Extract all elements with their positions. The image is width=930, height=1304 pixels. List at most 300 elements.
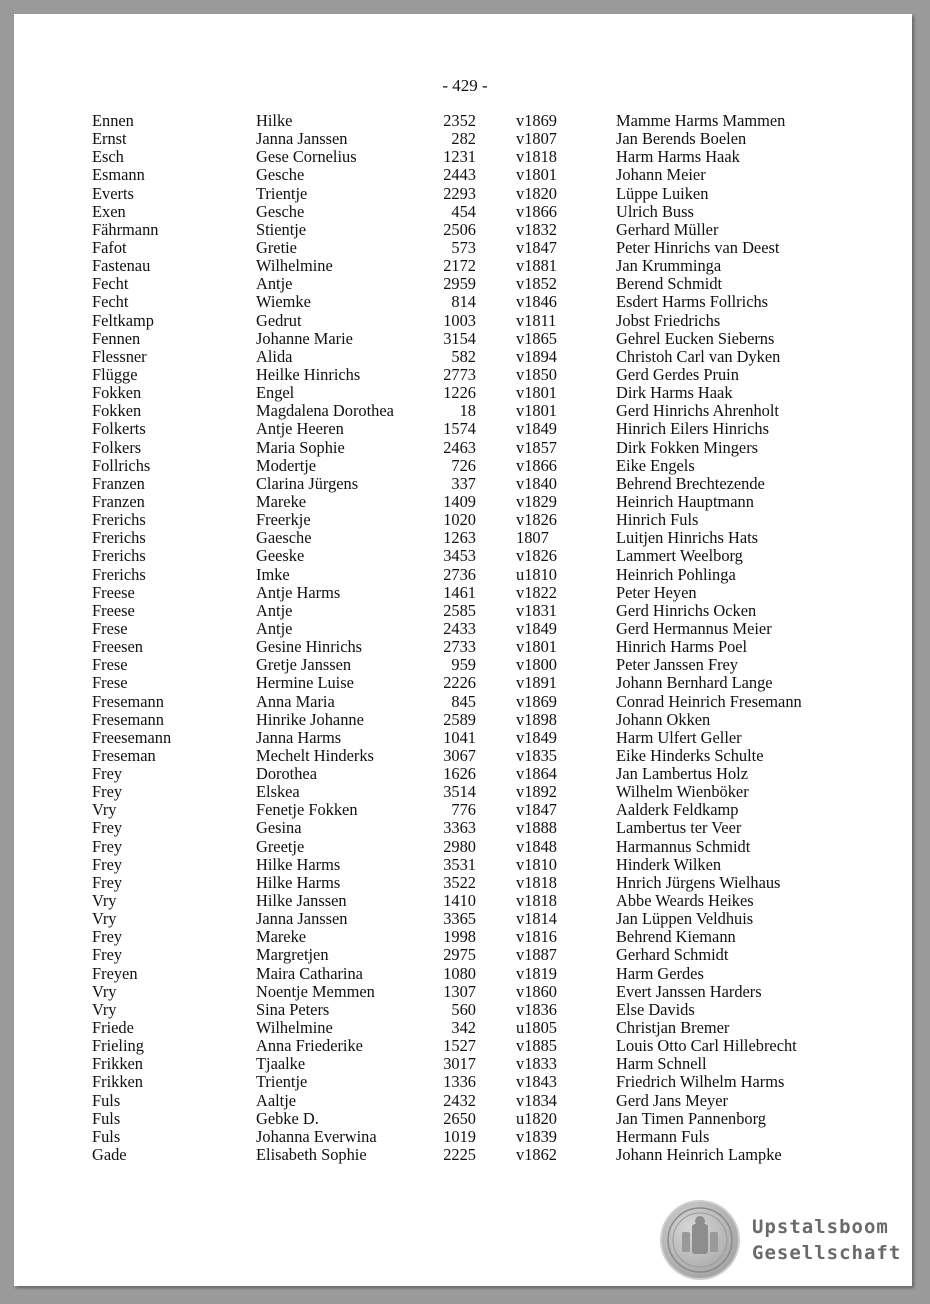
table-row — [0, 638, 930, 656]
given-name: Maira Catharina — [256, 963, 363, 983]
table-row — [0, 439, 930, 457]
given-name: Modertje — [256, 455, 317, 475]
given-name: Hinrike Johanne — [256, 709, 364, 729]
given-name: Imke — [256, 564, 290, 584]
date: v1881 — [516, 256, 557, 276]
given-name: Heilke Hinrichs — [256, 364, 361, 384]
spouse-name: Hinrich Fuls — [616, 510, 699, 530]
table-row — [0, 420, 930, 438]
date: v1801 — [516, 165, 557, 185]
record-number: 1626 — [443, 764, 476, 784]
date: u1810 — [516, 564, 557, 584]
given-name: Hilke Harms — [256, 854, 341, 874]
given-name: Janna Janssen — [256, 129, 348, 149]
surname: Frikken — [92, 1054, 143, 1074]
record-number: 282 — [451, 129, 476, 149]
record-number: 3453 — [443, 546, 476, 566]
surname: Fecht — [92, 274, 129, 294]
surname: Friede — [92, 1018, 134, 1038]
spouse-name: Hnrich Jürgens Wielhaus — [616, 872, 781, 892]
date: v1801 — [516, 383, 557, 403]
date: v1848 — [516, 836, 557, 856]
logo-text-line2: Gesellschaft — [752, 1242, 902, 1264]
record-number: 2736 — [443, 564, 476, 584]
spouse-name: Lüppe Luiken — [616, 183, 709, 203]
spouse-name: Friedrich Wilhelm Harms — [616, 1072, 785, 1092]
table-row — [0, 402, 930, 420]
date: v1826 — [516, 546, 557, 566]
table-row — [0, 203, 930, 221]
spouse-name: Lambertus ter Veer — [616, 818, 742, 838]
table-row — [0, 1073, 930, 1091]
date: v1869 — [516, 111, 557, 130]
record-number: 2226 — [443, 673, 476, 693]
given-name: Gebke D. — [256, 1108, 319, 1128]
date: u1820 — [516, 1108, 557, 1128]
spouse-name: Harm Harms Haak — [616, 147, 740, 167]
record-number: 1461 — [443, 582, 476, 602]
date: v1819 — [516, 963, 557, 983]
table-row — [0, 620, 930, 638]
given-name: Janna Harms — [256, 727, 342, 747]
record-number: 776 — [451, 800, 476, 820]
table-row — [0, 801, 930, 819]
spouse-name: Jan Lambertus Holz — [616, 764, 748, 784]
given-name: Freerkje — [256, 510, 311, 530]
table-row — [0, 1092, 930, 1110]
date: v1810 — [516, 854, 557, 874]
table-row — [0, 257, 930, 275]
surname: Frey — [92, 818, 123, 838]
table-row — [0, 130, 930, 148]
table-row — [0, 892, 930, 910]
given-name: Gesche — [256, 165, 305, 185]
record-number: 573 — [451, 237, 476, 257]
spouse-name: Hinrich Eilers Hinrichs — [616, 419, 769, 439]
surname: Freesen — [92, 637, 143, 657]
surname: Frey — [92, 836, 123, 856]
spouse-name: Johann Okken — [616, 709, 711, 729]
record-number: 845 — [451, 691, 476, 711]
surname: Fokken — [92, 383, 142, 403]
surname: Freseman — [92, 745, 156, 765]
spouse-name: Heinrich Pohlinga — [616, 564, 736, 584]
table-row — [0, 874, 930, 892]
table-row — [0, 185, 930, 203]
surname: Fresemann — [92, 691, 164, 711]
spouse-name: Johann Meier — [616, 165, 706, 185]
given-name: Wilhelmine — [256, 1018, 333, 1038]
spouse-name: Ulrich Buss — [616, 201, 694, 221]
surname: Freesemann — [92, 727, 172, 747]
spouse-name: Eike Hinderks Schulte — [616, 745, 764, 765]
date: v1834 — [516, 1090, 557, 1110]
record-number: 3017 — [443, 1054, 476, 1074]
surname: Frey — [92, 854, 123, 874]
table-row — [0, 312, 930, 330]
record-number: 2463 — [443, 437, 476, 457]
table-row — [0, 965, 930, 983]
given-name: Hermine Luise — [256, 673, 354, 693]
date: v1860 — [516, 981, 557, 1001]
given-name: Anna Friederike — [256, 1036, 363, 1056]
table-row — [0, 493, 930, 511]
record-number: 2352 — [443, 111, 476, 130]
surname: Fuls — [92, 1126, 121, 1146]
page-number: - 429 - — [442, 76, 488, 95]
spouse-name: Dirk Fokken Mingers — [616, 437, 759, 457]
record-number: 2172 — [443, 256, 476, 276]
table-row — [0, 584, 930, 602]
surname: Fokken — [92, 401, 142, 421]
given-name: Geeske — [256, 546, 305, 566]
spouse-name: Dirk Harms Haak — [616, 383, 733, 403]
table-row — [0, 729, 930, 747]
record-number: 3365 — [443, 909, 476, 929]
surname: Exen — [92, 201, 126, 221]
table-row — [0, 783, 930, 801]
spouse-name: Wilhelm Wienböker — [616, 782, 749, 802]
date: v1843 — [516, 1072, 557, 1092]
record-number: 3154 — [443, 328, 476, 348]
table-row — [0, 1001, 930, 1019]
date: v1891 — [516, 673, 557, 693]
date: 1807 — [516, 528, 549, 548]
given-name: Trientje — [256, 1072, 308, 1092]
record-number: 726 — [451, 455, 476, 475]
given-name: Mechelt Hinderks — [256, 745, 374, 765]
record-number: 1003 — [443, 310, 476, 330]
date: v1894 — [516, 346, 557, 366]
surname: Feltkamp — [92, 310, 154, 330]
record-number: 1041 — [443, 727, 476, 747]
given-name: Elisabeth Sophie — [256, 1145, 367, 1165]
record-number: 1020 — [443, 510, 476, 530]
table-row — [0, 1019, 930, 1037]
table-row — [0, 475, 930, 493]
given-name: Hilke Harms — [256, 872, 341, 892]
record-number: 2733 — [443, 637, 476, 657]
surname: Fafot — [92, 237, 127, 257]
date: v1847 — [516, 800, 557, 820]
date: v1865 — [516, 328, 557, 348]
surname: Folkerts — [92, 419, 146, 439]
spouse-name: Christoh Carl van Dyken — [616, 346, 781, 366]
given-name: Antje — [256, 274, 293, 294]
surname: Franzen — [92, 473, 145, 493]
spouse-name: Peter Janssen Frey — [616, 655, 738, 675]
given-name: Gretje Janssen — [256, 655, 352, 675]
given-name: Engel — [256, 383, 295, 403]
record-number: 2959 — [443, 274, 476, 294]
table-row — [0, 819, 930, 837]
spouse-name: Lammert Weelborg — [616, 546, 743, 566]
table-row — [0, 293, 930, 311]
record-number: 560 — [451, 999, 476, 1019]
given-name: Wilhelmine — [256, 256, 333, 276]
given-name: Maria Sophie — [256, 437, 345, 457]
table-row — [0, 711, 930, 729]
record-number: 582 — [451, 346, 476, 366]
given-name: Trientje — [256, 183, 308, 203]
spouse-name: Gerd Hinrichs Ocken — [616, 600, 757, 620]
table-row — [0, 1037, 930, 1055]
logo-text-line1: Upstalsboom — [752, 1216, 889, 1238]
given-name: Antje — [256, 618, 293, 638]
spouse-name: Abbe Weards Heikes — [616, 891, 754, 911]
date: v1862 — [516, 1145, 557, 1165]
surname: Everts — [92, 183, 134, 203]
spouse-name: Hinderk Wilken — [616, 854, 722, 874]
table-row — [0, 348, 930, 366]
spouse-name: Harm Ulfert Geller — [616, 727, 742, 747]
table-row — [0, 1110, 930, 1128]
given-name: Johanne Marie — [256, 328, 353, 348]
given-name: Janna Janssen — [256, 909, 348, 929]
surname: Frikken — [92, 1072, 143, 1092]
surname: Vry — [92, 800, 117, 820]
spouse-name: Jan Timen Pannenborg — [616, 1108, 766, 1128]
table-row — [0, 511, 930, 529]
spouse-name: Behrend Kiemann — [616, 927, 736, 947]
record-number: 959 — [451, 655, 476, 675]
table-row — [0, 457, 930, 475]
surname: Frieling — [92, 1036, 144, 1056]
surname: Frerichs — [92, 528, 146, 548]
date: v1829 — [516, 491, 557, 511]
table-row — [0, 166, 930, 184]
date: v1835 — [516, 745, 557, 765]
surname: Frese — [92, 655, 128, 675]
spouse-name: Jan Berends Boelen — [616, 129, 747, 149]
date: v1831 — [516, 600, 557, 620]
record-number: 1226 — [443, 383, 476, 403]
date: v1866 — [516, 455, 557, 475]
record-number: 2975 — [443, 945, 476, 965]
table-row — [0, 1128, 930, 1146]
spouse-name: Gehrel Eucken Sieberns — [616, 328, 775, 348]
surname: Fastenau — [92, 256, 151, 276]
table-row — [0, 656, 930, 674]
surname: Frese — [92, 618, 128, 638]
record-number: 3363 — [443, 818, 476, 838]
record-number: 2443 — [443, 165, 476, 185]
table-row — [0, 547, 930, 565]
date: v1814 — [516, 909, 557, 929]
surname: Fennen — [92, 328, 141, 348]
given-name: Margretjen — [256, 945, 329, 965]
table-row — [0, 928, 930, 946]
table-row — [0, 983, 930, 1001]
date: v1887 — [516, 945, 557, 965]
surname: Flügge — [92, 364, 138, 384]
given-name: Gesche — [256, 201, 305, 221]
table-row — [0, 602, 930, 620]
spouse-name: Gerd Hinrichs Ahrenholt — [616, 401, 779, 421]
surname: Esch — [92, 147, 124, 167]
spouse-name: Gerd Hermannus Meier — [616, 618, 772, 638]
given-name: Antje Harms — [256, 582, 341, 602]
date: v1869 — [516, 691, 557, 711]
date: v1849 — [516, 419, 557, 439]
record-list — [0, 112, 930, 1164]
spouse-name: Jobst Friedrichs — [616, 310, 721, 330]
spouse-name: Conrad Heinrich Fresemann — [616, 691, 802, 711]
table-row — [0, 1055, 930, 1073]
record-number: 1307 — [443, 981, 476, 1001]
record-number: 1336 — [443, 1072, 476, 1092]
given-name: Sina Peters — [256, 999, 330, 1019]
record-number: 1527 — [443, 1036, 476, 1056]
record-number: 1080 — [443, 963, 476, 983]
table-row — [0, 221, 930, 239]
surname: Folkers — [92, 437, 142, 457]
table-row — [0, 1146, 930, 1164]
date: v1826 — [516, 510, 557, 530]
given-name: Noentje Memmen — [256, 981, 375, 1001]
date: v1801 — [516, 401, 557, 421]
given-name: Gesina — [256, 818, 302, 838]
record-number: 1410 — [443, 891, 476, 911]
surname: Fuls — [92, 1108, 121, 1128]
surname: Frerichs — [92, 564, 146, 584]
given-name: Hilke — [256, 111, 293, 130]
spouse-name: Evert Janssen Harders — [616, 981, 762, 1001]
record-number: 3522 — [443, 872, 476, 892]
given-name: Gesine Hinrichs — [256, 637, 363, 657]
spouse-name: Harmannus Schmidt — [616, 836, 751, 856]
date: v1888 — [516, 818, 557, 838]
spouse-name: Harm Gerdes — [616, 963, 704, 983]
table-row — [0, 384, 930, 402]
surname: Flessner — [92, 346, 147, 366]
surname: Vry — [92, 981, 117, 1001]
date: v1833 — [516, 1054, 557, 1074]
record-number: 1574 — [443, 419, 476, 439]
record-number: 2293 — [443, 183, 476, 203]
record-number: 2650 — [443, 1108, 476, 1128]
surname: Follrichs — [92, 455, 151, 475]
given-name: Anna Maria — [256, 691, 335, 711]
surname: Frey — [92, 782, 123, 802]
given-name: Alida — [256, 346, 293, 366]
given-name: Stientje — [256, 219, 307, 239]
given-name: Elskea — [256, 782, 300, 802]
surname: Frerichs — [92, 546, 146, 566]
surname: Freyen — [92, 963, 138, 983]
date: v1818 — [516, 891, 557, 911]
given-name: Antje — [256, 600, 293, 620]
given-name: Fenetje Fokken — [256, 800, 358, 820]
table-row — [0, 239, 930, 257]
date: v1846 — [516, 292, 557, 312]
date: v1849 — [516, 618, 557, 638]
record-number: 18 — [459, 401, 476, 421]
surname: Ernst — [92, 129, 127, 149]
record-number: 1998 — [443, 927, 476, 947]
date: v1885 — [516, 1036, 557, 1056]
publisher-logo — [660, 1200, 910, 1280]
given-name: Antje Heeren — [256, 419, 344, 439]
date: v1836 — [516, 999, 557, 1019]
surname: Fuls — [92, 1090, 121, 1110]
record-number: 337 — [451, 473, 476, 493]
spouse-name: Eike Engels — [616, 455, 695, 475]
record-number: 1263 — [443, 528, 476, 548]
date: v1811 — [516, 310, 557, 330]
table-row — [0, 747, 930, 765]
surname: Vry — [92, 909, 117, 929]
table-row — [0, 674, 930, 692]
date: v1852 — [516, 274, 557, 294]
table-row — [0, 910, 930, 928]
date: v1847 — [516, 237, 557, 257]
date: v1857 — [516, 437, 557, 457]
date: v1822 — [516, 582, 557, 602]
record-number: 2506 — [443, 219, 476, 239]
date: v1807 — [516, 129, 557, 149]
record-number: 2225 — [443, 1145, 476, 1165]
surname: Frey — [92, 945, 123, 965]
table-row — [0, 838, 930, 856]
date: v1818 — [516, 872, 557, 892]
given-name: Gaesche — [256, 528, 312, 548]
record-number: 1409 — [443, 491, 476, 511]
spouse-name: Johann Heinrich Lampke — [616, 1145, 782, 1165]
date: v1816 — [516, 927, 557, 947]
spouse-name: Heinrich Hauptmann — [616, 491, 754, 511]
record-number: 2773 — [443, 364, 476, 384]
date: v1898 — [516, 709, 557, 729]
given-name: Clarina Jürgens — [256, 473, 359, 493]
date: v1800 — [516, 655, 557, 675]
spouse-name: Gerd Gerdes Pruin — [616, 364, 739, 384]
spouse-name: Mamme Harms Mammen — [616, 111, 786, 130]
surname: Vry — [92, 891, 117, 911]
spouse-name: Christjan Bremer — [616, 1018, 730, 1038]
surname: Gade — [92, 1145, 127, 1165]
record-number: 2980 — [443, 836, 476, 856]
given-name: Aaltje — [256, 1090, 297, 1110]
record-number: 2589 — [443, 709, 476, 729]
spouse-name: Behrend Brechtezende — [616, 473, 765, 493]
given-name: Wiemke — [256, 292, 311, 312]
given-name: Dorothea — [256, 764, 317, 784]
spouse-name: Aalderk Feldkamp — [616, 800, 739, 820]
spouse-name: Johann Bernhard Lange — [616, 673, 773, 693]
surname: Fährmann — [92, 219, 159, 239]
table-row — [0, 765, 930, 783]
table-row — [0, 566, 930, 584]
record-number: 2585 — [443, 600, 476, 620]
surname: Fecht — [92, 292, 129, 312]
spouse-name: Hinrich Harms Poel — [616, 637, 748, 657]
seal-emblem-icon — [660, 1200, 740, 1280]
surname: Freese — [92, 582, 135, 602]
given-name: Johanna Everwina — [256, 1126, 377, 1146]
spouse-name: Gerhard Schmidt — [616, 945, 729, 965]
spouse-name: Harm Schnell — [616, 1054, 707, 1074]
table-row — [0, 148, 930, 166]
surname: Freese — [92, 600, 135, 620]
surname: Esmann — [92, 165, 145, 185]
table-row — [0, 275, 930, 293]
record-number: 342 — [451, 1018, 476, 1038]
record-number: 814 — [451, 292, 476, 312]
date: v1820 — [516, 183, 557, 203]
table-row — [0, 693, 930, 711]
table-row — [0, 529, 930, 547]
